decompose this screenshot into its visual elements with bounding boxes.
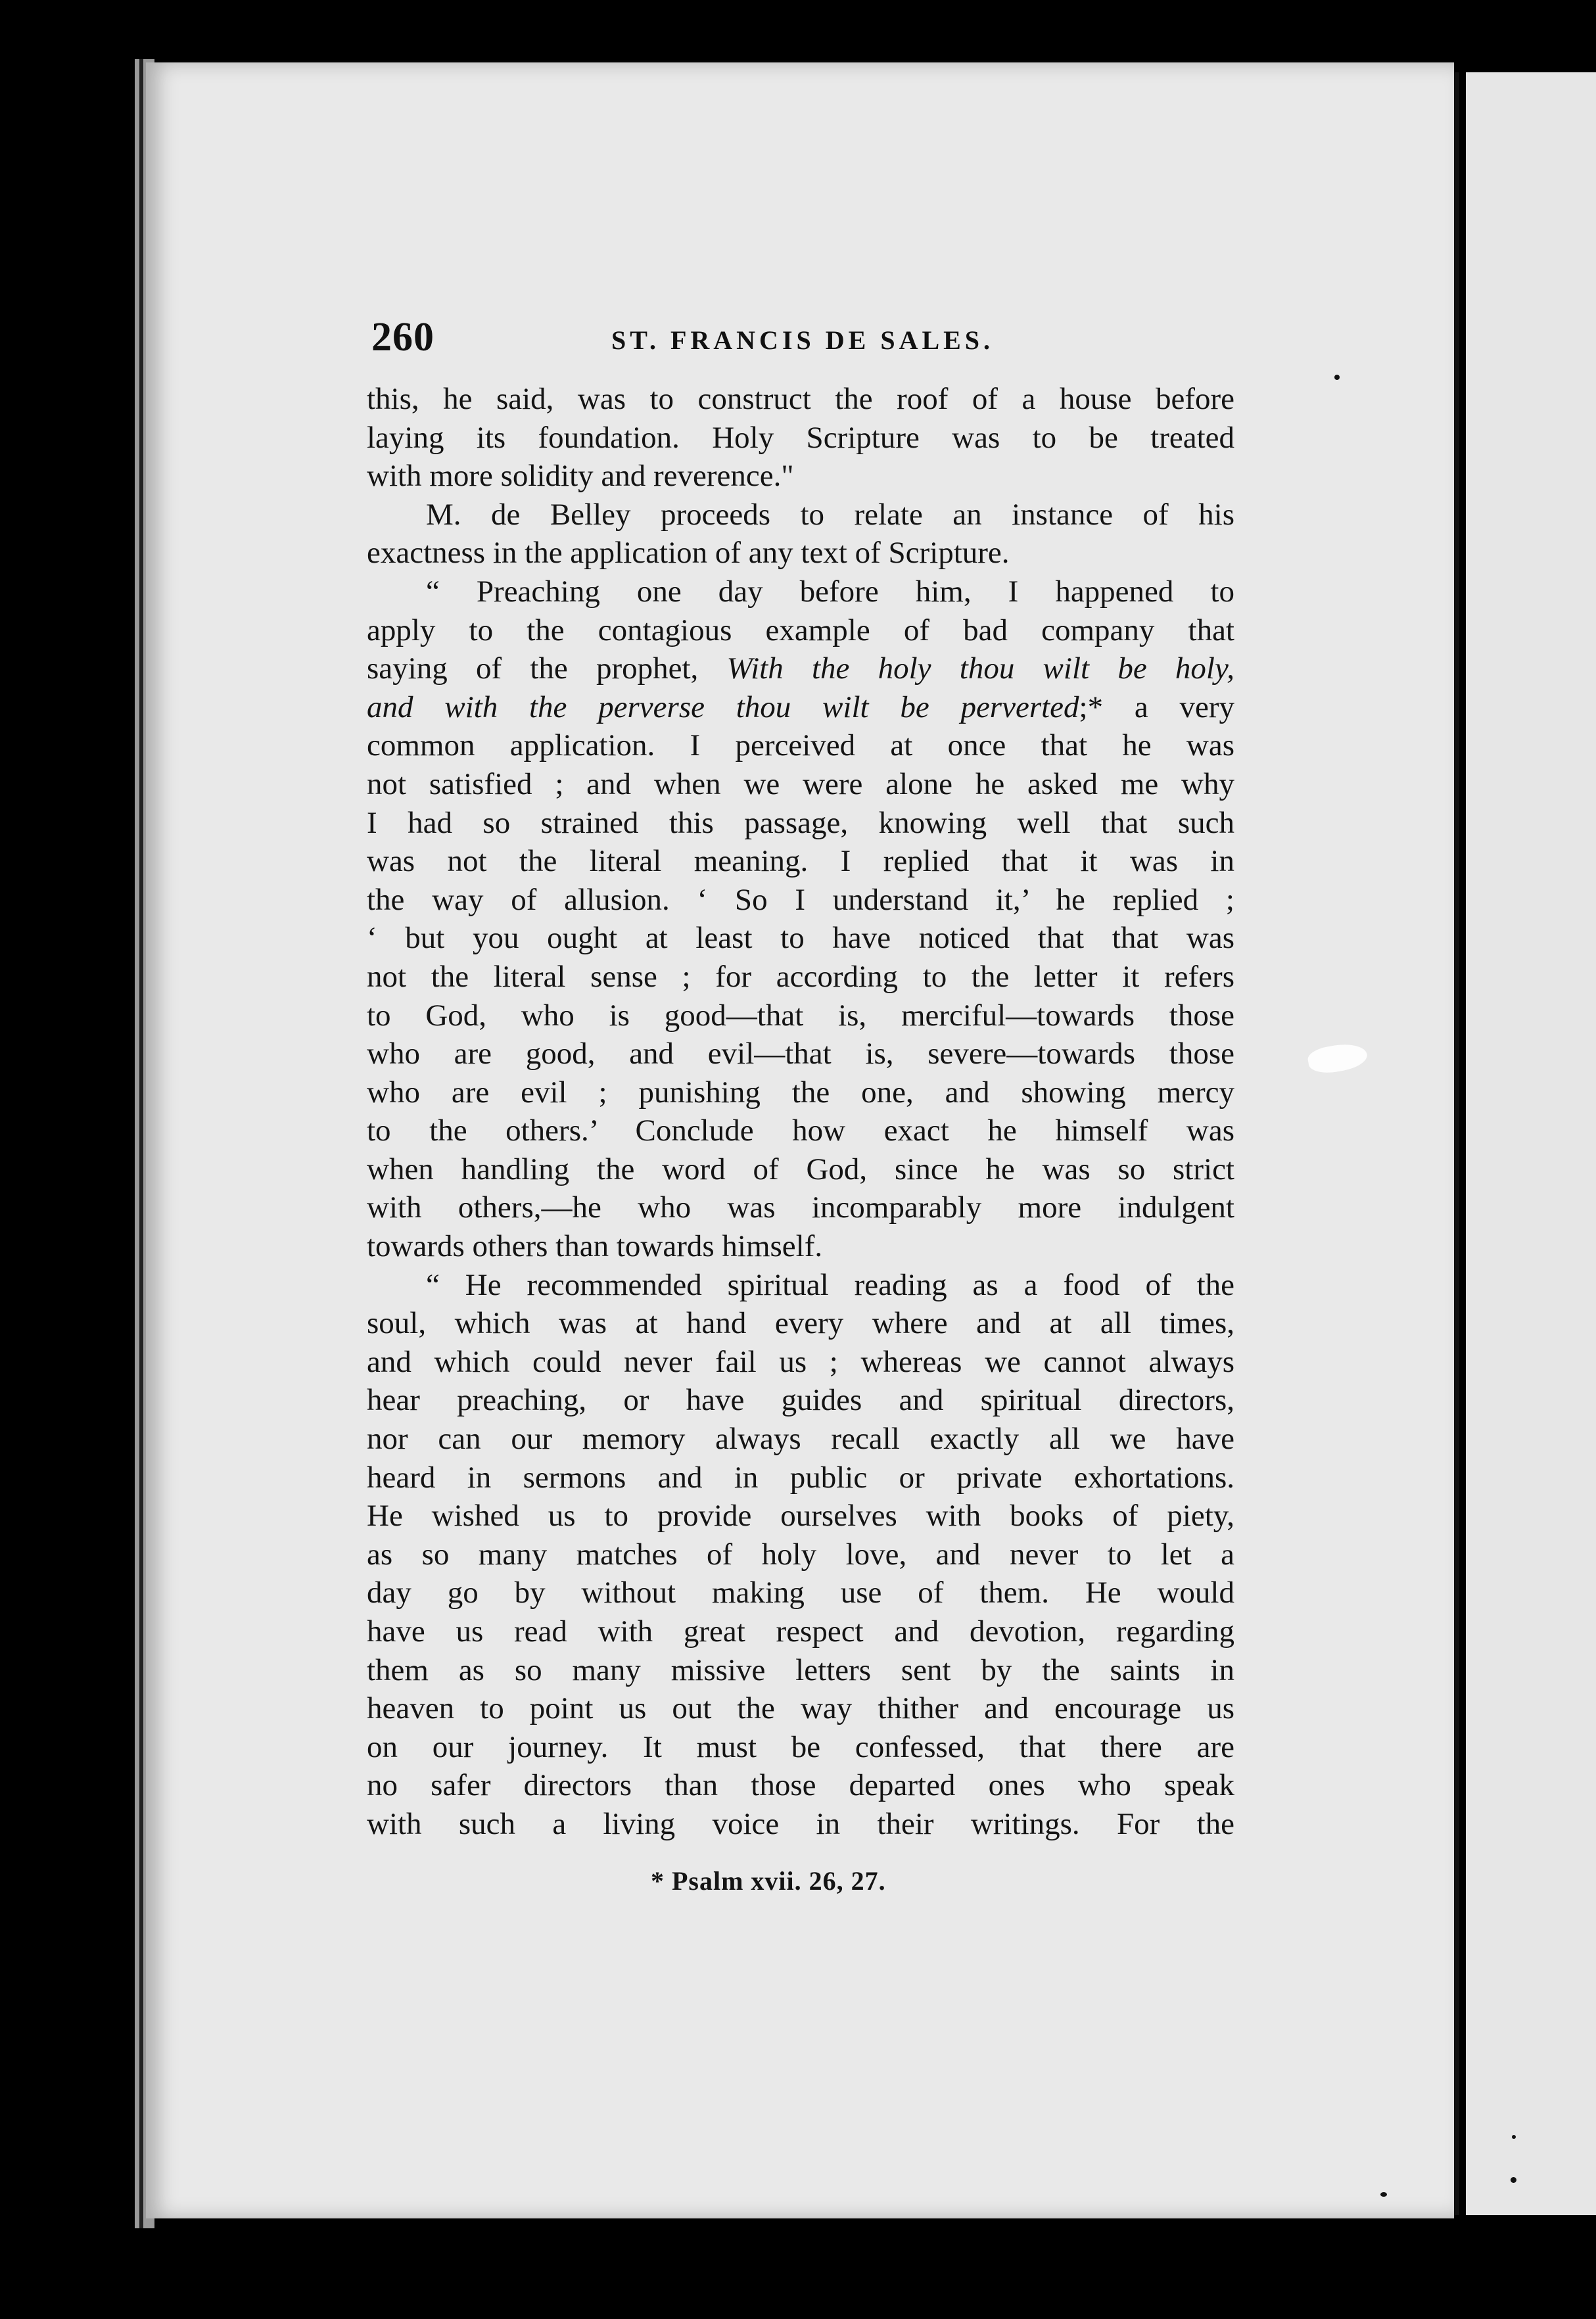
text-line: day go by without making use of them. He would [367,1576,1234,1610]
text-line: I had so strained this passage, knowing well that such [367,805,1234,840]
text-line: not satisfied ; and when we were alone he asked me why [367,766,1234,801]
body-text [367,380,1234,1844]
text-line: hear preaching, or have guides and spiritual directors, [367,1383,1234,1418]
text-line: common application. I perceived at once that he was [367,728,1234,763]
text-line: M. de Belley proceeds to relate an instance of his [426,497,1234,532]
text-line: towards others than towards himself. [367,1229,823,1264]
text-line: as so many matches of holy love, and never to let a [367,1537,1234,1572]
text-line: apply to the contagious example of bad company that [367,613,1234,647]
text-line: who are evil ; punishing the one, and showing mercy [367,1075,1234,1110]
text-line: He wished us to provide ourselves with books of piety, [367,1499,1234,1534]
italic-quotation: With the holy thou wilt be holy, [726,651,1234,686]
text-line: this, he said, was to construct the roof of a house before [367,382,1234,416]
ink-speck [1511,2177,1516,2183]
running-head: ST. FRANCIS DE SALES. [611,325,995,355]
book-gutter-line [139,59,143,2228]
text-line: not the literal sense ; for according to the letter it refers [367,959,1234,994]
text-line: with more solidity and reverence." [367,459,794,494]
ink-speck [1380,2192,1387,2197]
text-line: with such a living voice in their writings. For the [367,1806,1234,1841]
text-line: to the others.’ Conclude how exact he himself was [367,1113,1234,1148]
text-line: to God, who is good—that is, merciful—towards those [367,998,1234,1033]
text-line-segment: ;* a very [1079,690,1234,724]
text-line: on our journey. It must be confessed, that there are [367,1729,1234,1764]
text-line: have us read with great respect and devotion, regarding [367,1614,1234,1649]
ink-speck [1512,2135,1516,2139]
text-line: with others,—he who was incomparably more indulgent [367,1190,1234,1225]
text-line: soul, which was at hand every where and at all times, [367,1306,1234,1341]
text-line: “ He recommended spiritual reading as a food of the [426,1267,1234,1302]
text-line: the way of allusion. ‘ So I understand it,’ he replied ; [367,882,1234,917]
text-line: exactness in the application of any text of Scripture. [367,536,1010,571]
next-page-sliver [1466,72,1596,2215]
text-line: them as so many missive letters sent by the saints in [367,1652,1234,1687]
text-line: no safer directors than those departed ones who speak [367,1768,1234,1803]
text-line: nor can our memory always recall exactly all we have [367,1422,1234,1457]
text-line-segment: saying of the prophet, [367,651,727,686]
italic-quotation: and with the perverse thou wilt be perverted [367,690,1079,724]
ink-speck [1334,375,1340,380]
text-line: “ Preaching one day before him, I happened to [426,574,1234,609]
text-line: who are good, and evil—that is, severe—towards those [367,1037,1234,1071]
text-line: was not the literal meaning. I replied that it was in [367,844,1234,879]
text-line: ‘ but you ought at least to have noticed that that was [367,921,1234,956]
text-line [367,688,1234,727]
text-line: heard in sermons and in public or private exhortations. [367,1460,1234,1495]
text-line: and which could never fail us ; whereas we cannot always [367,1344,1234,1379]
text-line [367,649,1234,688]
page-header [371,314,1246,367]
footnote: * Psalm xvii. 26, 27. [651,1866,886,1896]
page-number: 260 [371,315,434,360]
text-line: laying its foundation. Holy Scripture was to be treated [367,420,1234,455]
text-line: heaven to point us out the way thither and encourage us [367,1691,1234,1726]
text-line: when handling the word of God, since he was so strict [367,1152,1234,1186]
